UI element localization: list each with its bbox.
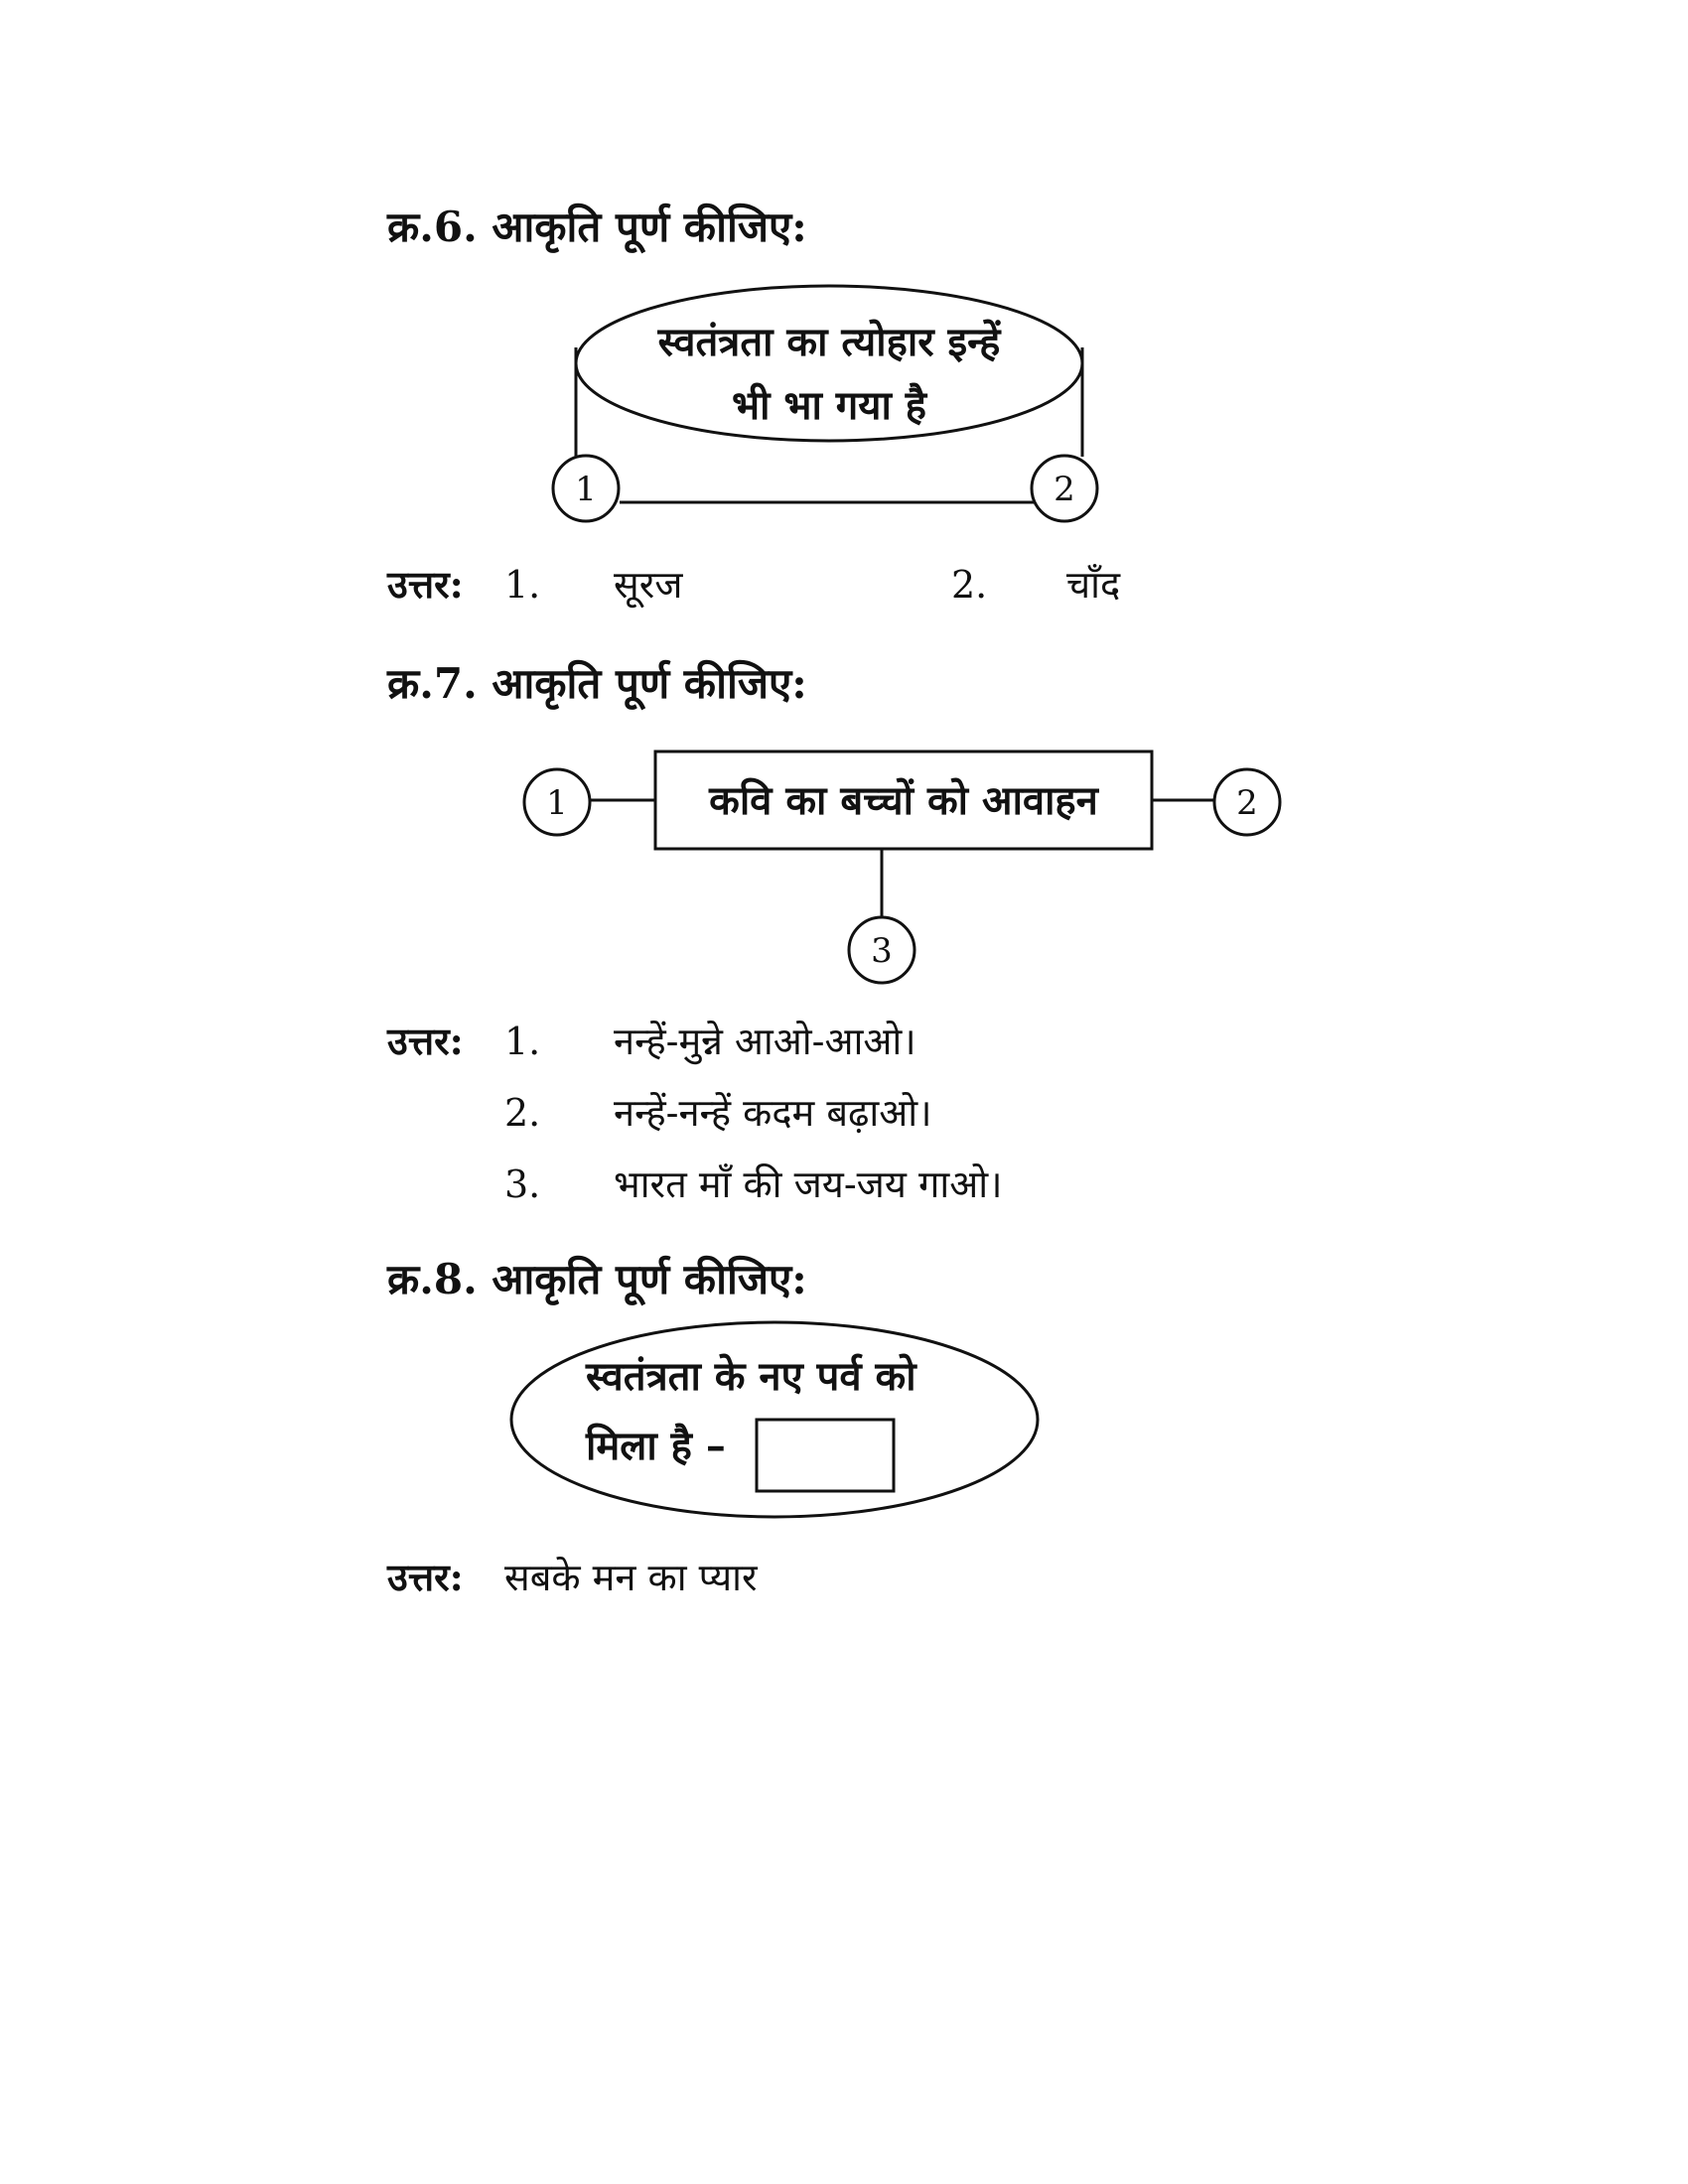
- q7-answer-num-2: 2.: [504, 1091, 541, 1135]
- q7-answer-text-2: नन्हें-नन्हें कदम बढ़ाओ।: [614, 1091, 932, 1135]
- q7-center-label: कवि का बच्चों को आवाहन: [709, 777, 1098, 824]
- q6-ellipse-line2: भी भा गया है: [731, 382, 927, 429]
- q8-ellipse-line1: स्वतंत्रता के नए पर्व को: [586, 1353, 916, 1400]
- q6-node-2-label: 2: [1054, 470, 1075, 509]
- q7-answer-num-1: 1.: [504, 1020, 541, 1063]
- q7-answer-text-3: भारत माँ की जय-जय गाओ।: [614, 1162, 1003, 1206]
- q6-answer-label: उत्तर:: [387, 562, 464, 607]
- q6-answer-text-2: चाँद: [1066, 563, 1121, 607]
- q6-answer-text-1: सूरज: [614, 563, 683, 607]
- q7-heading: क्र.7. आकृति पूर्ण कीजिए:: [387, 659, 807, 708]
- q8-answer-label: उत्तर:: [387, 1555, 464, 1599]
- q6-answer-num-1: 1.: [504, 563, 541, 607]
- q8-ellipse-line2: मिला है –: [586, 1423, 726, 1469]
- q8-heading: क्र.8. आकृति पूर्ण कीजिए:: [387, 1255, 807, 1303]
- q7-node-2-label: 2: [1236, 783, 1258, 823]
- q6-node-1-label: 1: [575, 470, 597, 509]
- q8-answer-text: सबके मन का प्यार: [504, 1556, 758, 1599]
- q7-answer-text-1: नन्हें-मुन्ने आओ-आओ।: [614, 1020, 916, 1063]
- q7-node-3-label: 3: [871, 931, 893, 971]
- q7-answer-label: उत्तर:: [387, 1019, 464, 1063]
- q6-answer-num-2: 2.: [951, 563, 988, 607]
- q6-heading: क्र.6. आकृति पूर्ण कीजिए:: [387, 203, 807, 251]
- q8-blank-box: [757, 1420, 894, 1491]
- q7-answer-num-3: 3.: [504, 1162, 541, 1206]
- q7-node-1-label: 1: [546, 783, 568, 823]
- q6-ellipse-line1: स्वतंत्रता का त्योहार इन्हें: [657, 319, 1001, 365]
